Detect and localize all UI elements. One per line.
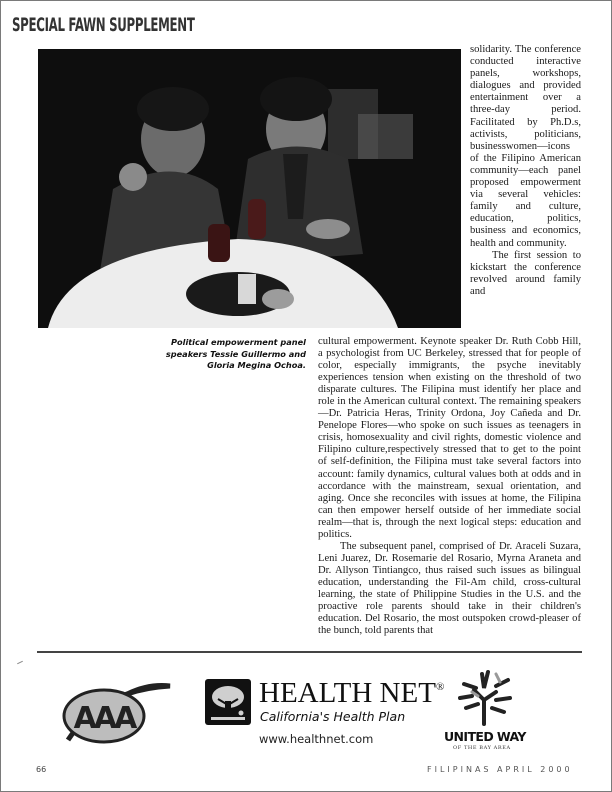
aaa-logo-icon: [60, 678, 178, 750]
health-net-name: [259, 677, 444, 710]
health-net-tagline: California's Health Plan: [260, 709, 406, 724]
health-net-logo: [205, 679, 251, 725]
article-column-wide: [318, 336, 581, 637]
publication-footer: FILIPINAS APRIL 2000: [427, 765, 573, 774]
photo-caption: Political empowerment panel speakers Tessie Guillermo and Gloria Megina Ochoa.: [165, 337, 306, 370]
united-way-subtitle: OF THE BAY AREA: [453, 745, 511, 751]
supplement-header: SPECIAL FAWN SUPPLEMENT: [12, 14, 195, 36]
united-way-tree-icon: [452, 666, 516, 726]
article-paragraph: The first session to kickstart the conference revolved around family and: [470, 249, 581, 297]
registered-mark: ®: [435, 681, 445, 693]
page-number: 66: [36, 765, 47, 774]
svg-text:AAA: AAA: [73, 701, 135, 736]
article-paragraph: solidarity. The conference conducted interactive panels, workshops, dialogues and provided entertainment over a three-day period. Facilitated by Ph.D.s, activists, politicians, businesswomen—icons of the Filipino American community—each panel proposed empowerment via several vehicles: family and culture, education, politics, business and economics, health and community.: [470, 44, 581, 249]
article-photo: [38, 49, 461, 328]
tree-icon: [205, 679, 251, 725]
article-paragraph: The subsequent panel, comprised of Dr. Araceli Suzara, Leni Juarez, Dr. Rosemarie del Rosario, Myrna Araneta and Dr. Allyson Tintiangco, thus raised such issues as bilingual education, understanding the Fil-Am child, cross-cultural learning, the state of Philippine Studies in the U.S. and the proactive role parents should take in their children's education. Del Rosario, the most outspoken crowd-pleaser of the bunch, told parents that: [318, 540, 581, 637]
section-divider: [37, 651, 582, 653]
united-way-name: UNITED WAY: [444, 729, 526, 744]
article-column-narrow: [470, 44, 581, 298]
health-net-url: www.healthnet.com: [259, 732, 374, 746]
article-paragraph: cultural empowerment. Keynote speaker Dr. Ruth Cobb Hill, a psychologist from UC Berkeley, stressed that for people of color, especially immigrants, the psyche inevitably experiences tension when existing on the threshold of two disparate cultures. The Filipina must identify her place and role in the American cultural context. The remaining speakers—Dr. Patricia Heras, Trinity Ordona, Joy Cañeda and Dr. Penelope Flores—who spoke on such issues as teenagers in crisis, homosexuality and civil rights, domestic violence and Filipino culture,respectively stressed that to get to the point of self-definition, the Filipina must take several factors into account: family dynamics, cultural values both at odds and in accordance with the mainstream, sexual orientation, and aging. Once she reconciles with issues at home, the Filipina can then empower herself outside of her immediate social realm—that is, through the next logical steps: education and politics.: [318, 336, 581, 540]
health-net-wordmark: HEALTH NET: [259, 677, 436, 709]
photo-illustration-icon: [38, 49, 461, 328]
sponsor-bar: [0, 660, 612, 760]
